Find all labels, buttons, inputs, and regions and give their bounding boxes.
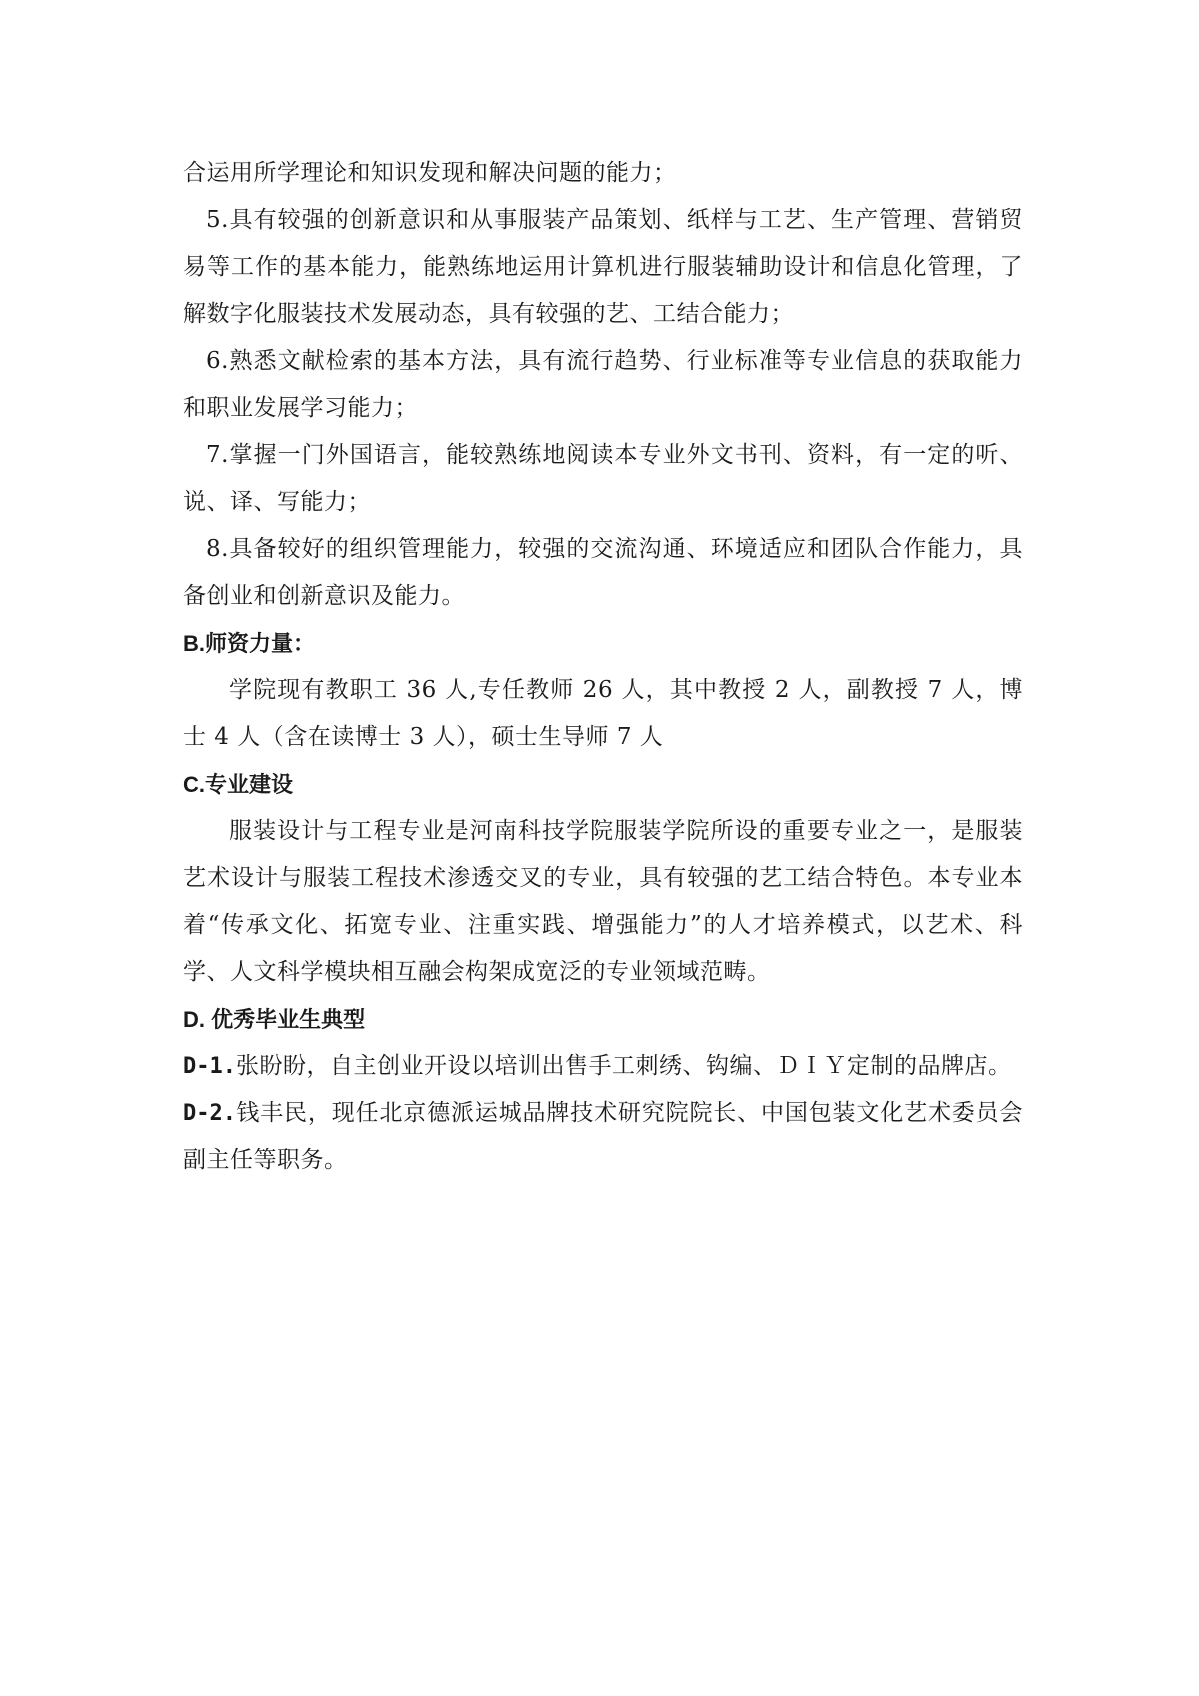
graduate-label-2: D-2. bbox=[183, 1101, 236, 1126]
graduate-text-2: 钱丰民，现任北京德派运城品牌技术研究院院长、中国包装文化艺术委员会副主任等职务。 bbox=[183, 1100, 1023, 1173]
graduate-label-1: D-1. bbox=[183, 1054, 236, 1079]
major-heading: C.专业建设 bbox=[183, 772, 294, 797]
major-paragraph: 服装设计与工程专业是河南科技学院服装学院所设的重要专业之一，是服装艺术设计与服装工程技术渗透交叉的专业，具有较强的艺工结合特色。本专业本着“传承文化、拓宽专业、注重实践、增强能力”的人才培养模式，以艺术、科学、人文科学模块相互融会构架成宽泛的专业领域范畴。 bbox=[183, 818, 1023, 985]
page-content bbox=[183, 150, 1023, 1184]
graduates-heading: D. 优秀毕业生典型 bbox=[183, 1007, 366, 1032]
faculty-heading: B.师资力量： bbox=[183, 631, 316, 656]
ability-item-8: 8.具备较好的组织管理能力，较强的交流沟通、环境适应和团队合作能力，具备创业和创新意识及能力。 bbox=[183, 536, 1023, 609]
graduate-item-2 bbox=[183, 1090, 1023, 1184]
continuation-paragraph: 合运用所学理论和知识发现和解决问题的能力； bbox=[183, 160, 677, 186]
graduate-text-1: 张盼盼，自主创业开设以培训出售手工刺绣、钩编、ＤＩＹ定制的品牌店。 bbox=[235, 1053, 1012, 1079]
faculty-paragraph: 学院现有教职工 36 人,专任教师 26 人，其中教授 2 人，副教授 7 人，博士 4 人（含在读博士 3 人），硕士生导师 7 人 bbox=[183, 677, 1023, 750]
ability-item-5: 5.具有较强的创新意识和从事服装产品策划、纸样与工艺、生产管理、营销贸易等工作的基本能力，能熟练地运用计算机进行服装辅助设计和信息化管理，了解数字化服装技术发展动态，具有较强的艺、工结合能力； bbox=[183, 207, 1023, 327]
ability-item-6: 6.熟悉文献检索的基本方法，具有流行趋势、行业标准等专业信息的获取能力和职业发展学习能力； bbox=[183, 348, 1023, 421]
ability-item-7: 7.掌握一门外国语言，能较熟练地阅读本专业外文书刊、资料，有一定的听、说、译、写能力； bbox=[183, 442, 1023, 515]
graduate-item-1 bbox=[183, 1043, 1023, 1090]
